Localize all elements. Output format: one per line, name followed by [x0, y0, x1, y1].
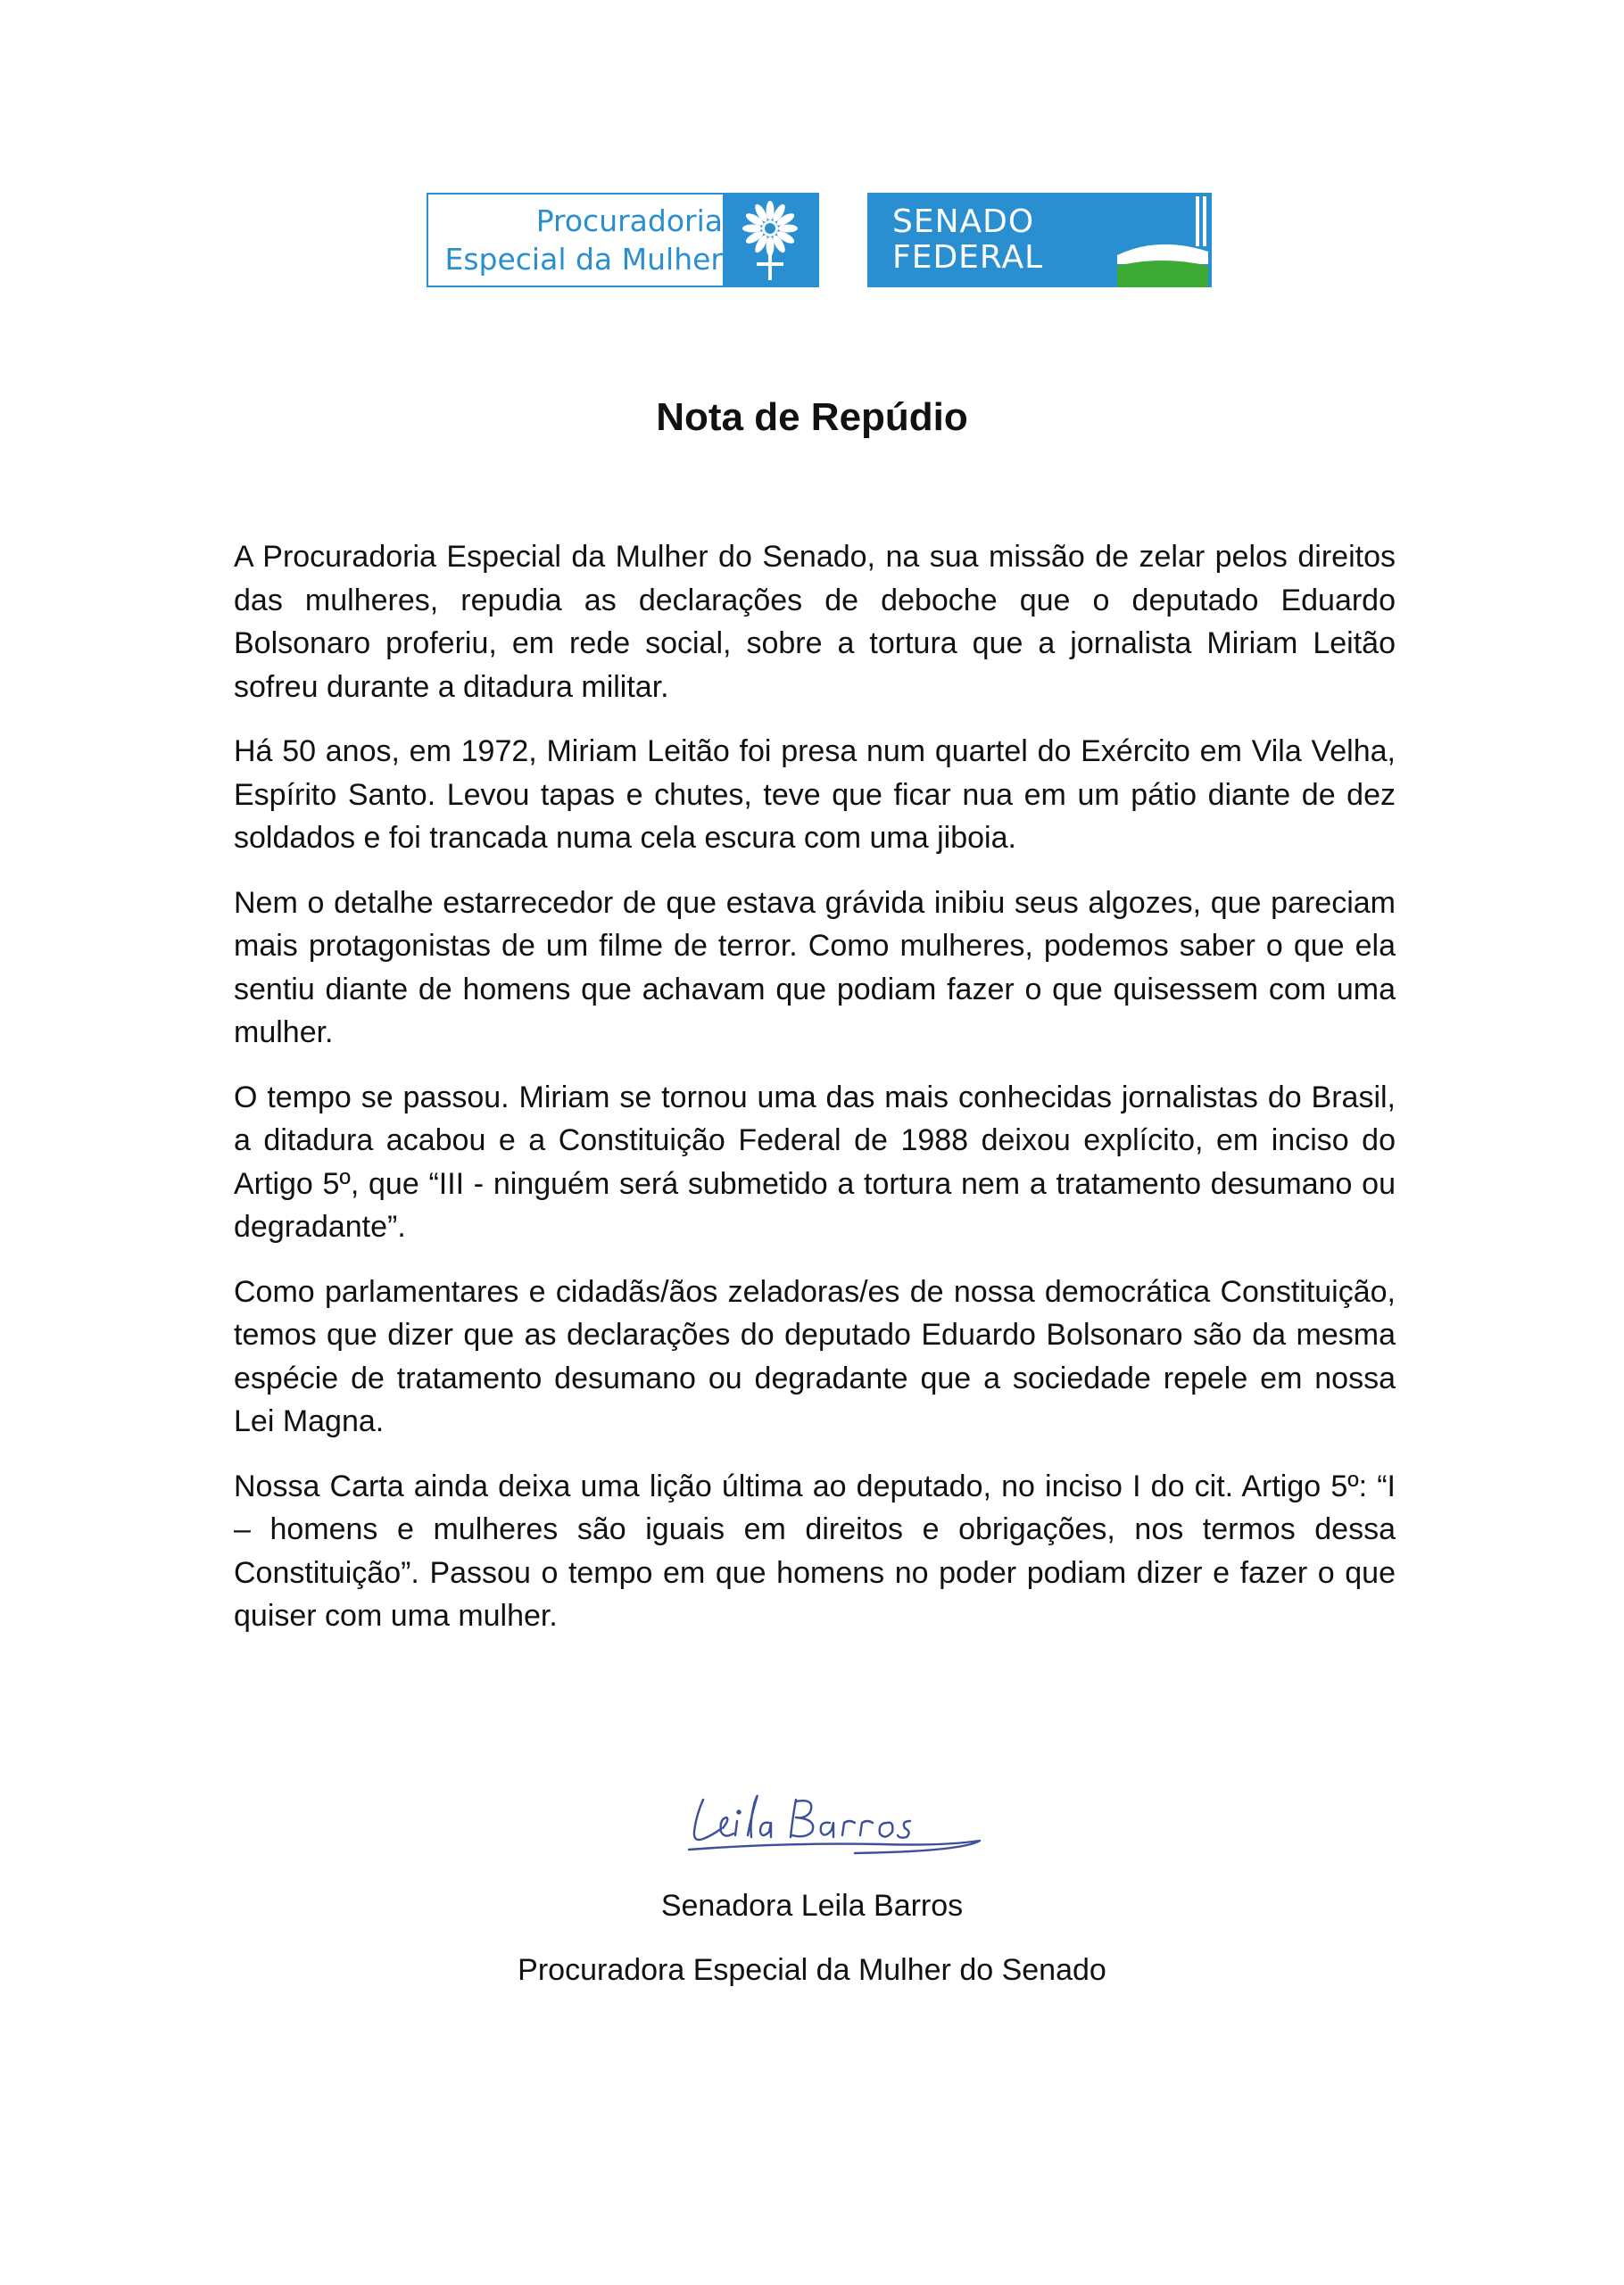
paragraph: A Procuradoria Especial da Mulher do Senado, na sua missão de zelar pelos direitos das mulheres, repudia as declarações de deboche que o deputado Eduardo Bolsonaro proferiu, em rede social, sobre a tortura que a jornalista Miriam Leitão sofreu durante a ditadura militar.: [234, 540, 1396, 704]
handwritten-signature: [676, 1780, 998, 1869]
congress-building-icon: [1114, 193, 1212, 287]
senado-logo-line1: SENADO: [892, 203, 1035, 240]
flower-icon: [723, 193, 817, 287]
senado-federal-logo: [867, 193, 1212, 287]
procuradoria-logo: [427, 193, 819, 287]
senado-logo-text: [892, 204, 1043, 276]
paragraph: O tempo se passou. Miriam se tornou uma das mais conhecidas jornalistas do Brasil, a ditadura acabou e a Constituição Federal de 1988 deixou explícito, em inciso do Artigo 5º, que “III - ninguém será submetido a tortura nem a tratamento desumano ou degradante”.: [234, 1080, 1396, 1244]
document-body: [234, 535, 1396, 1660]
paragraph: Há 50 anos, em 1972, Miriam Leitão foi presa num quartel do Exército em Vila Velha, Espírito Santo. Levou tapas e chutes, teve que ficar nua em um pátio diante de dez soldados e foi trancada numa cela escura com uma jiboia.: [234, 734, 1396, 855]
senado-logo-line2: FEDERAL: [892, 239, 1044, 276]
procuradoria-logo-text: [437, 202, 723, 278]
signer-role: Procuradora Especial da Mulher do Senado: [518, 1953, 1106, 1987]
procuradoria-logo-line1: Procuradoria: [535, 203, 723, 238]
header-logos: [427, 193, 1212, 289]
paragraph: Nem o detalhe estarrecedor de que estava grávida inibiu seus algozes, que pareciam mais protagonistas de um filme de terror. Como mulheres, podemos saber o que ela sentiu diante de homens que achavam que podiam fazer o que quisessem com uma mulher.: [234, 885, 1396, 1049]
signer-name: Senadora Leila Barros: [660, 1889, 964, 1923]
document-title: Nota de Repúdio: [656, 395, 968, 439]
procuradoria-logo-line2: Especial da Mulher: [444, 242, 723, 277]
paragraph: Como parlamentares e cidadãs/ãos zeladoras/es de nossa democrática Constituição, temos que dizer que as declarações do deputado Eduardo Bolsonaro são da mesma espécie de tratamento desumano ou degradante que a sociedade repele em nossa Lei Magna.: [234, 1274, 1396, 1438]
paragraph: Nossa Carta ainda deixa uma lição última ao deputado, no inciso I do cit. Artigo 5º: “I – homens e mulheres são iguais em direitos e obrigações, nos termos dessa Constituição”. Passou o tempo em que homens no poder podiam dizer e fazer o que quiser com uma mulher.: [234, 1469, 1396, 1633]
